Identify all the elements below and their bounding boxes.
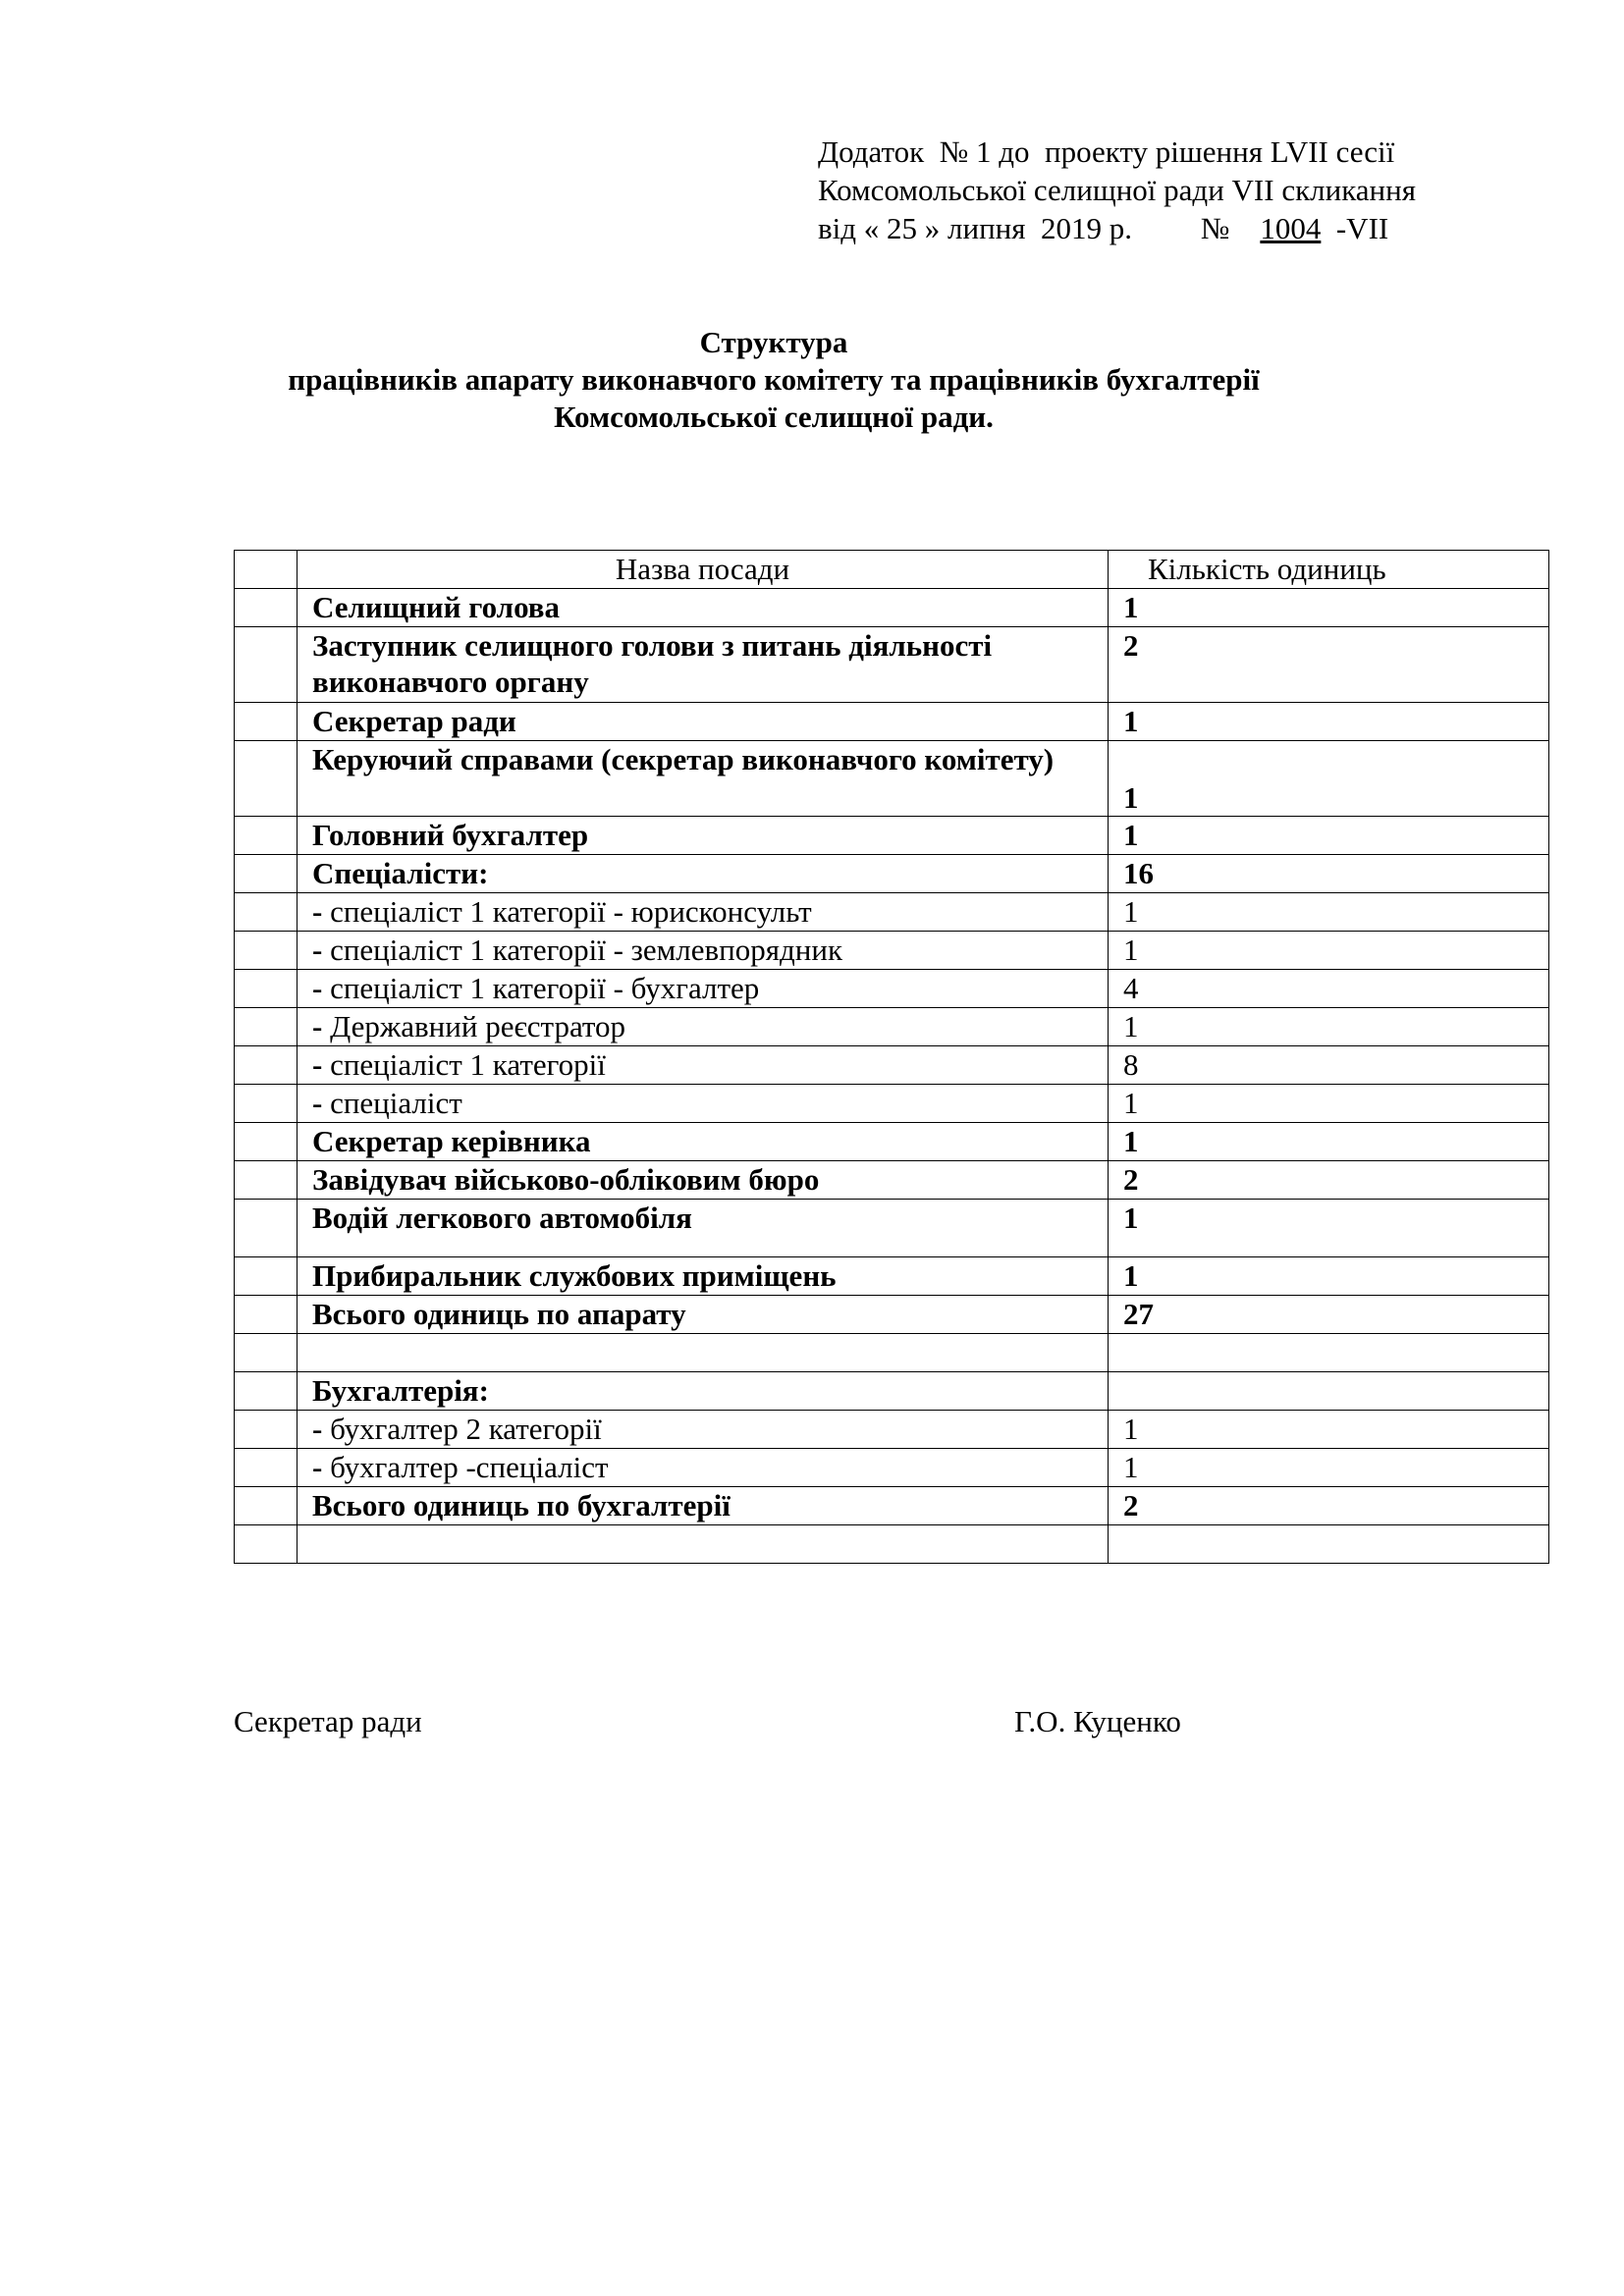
table-cell-num bbox=[235, 970, 298, 1008]
document-title bbox=[234, 324, 1314, 436]
position-quantity: 1 bbox=[1109, 1449, 1549, 1487]
position-quantity: 2 bbox=[1109, 1161, 1549, 1200]
table-cell-num bbox=[235, 1008, 298, 1046]
position-name: Бухгалтерія: bbox=[298, 1372, 1109, 1411]
table-cell-num bbox=[235, 1411, 298, 1449]
position-name: Водій легкового автомобіля bbox=[298, 1200, 1109, 1257]
table-cell-num bbox=[235, 1525, 298, 1564]
position-name bbox=[298, 970, 1109, 1008]
table-cell-num bbox=[235, 703, 298, 741]
decision-suffix: -VII bbox=[1321, 211, 1389, 245]
position-name bbox=[298, 1411, 1109, 1449]
position-label: бухгалтер -спеціаліст bbox=[322, 1450, 609, 1484]
table-row bbox=[235, 817, 1549, 855]
position-name bbox=[298, 1334, 1109, 1372]
header-position-name: Назва посади bbox=[298, 551, 1109, 589]
position-name bbox=[298, 893, 1109, 932]
position-quantity: 1 bbox=[1109, 1123, 1549, 1161]
table-row bbox=[235, 1046, 1549, 1085]
table-cell-num bbox=[235, 627, 298, 703]
position-name: Всього одиниць по апарату bbox=[298, 1296, 1109, 1334]
table-row bbox=[235, 855, 1549, 893]
table-cell-num bbox=[235, 932, 298, 970]
table-cell-num bbox=[235, 817, 298, 855]
table-row bbox=[235, 932, 1549, 970]
position-quantity: 4 bbox=[1109, 970, 1549, 1008]
table-row bbox=[235, 1372, 1549, 1411]
table-row bbox=[235, 1008, 1549, 1046]
table-cell-num bbox=[235, 1085, 298, 1123]
position-quantity: 8 bbox=[1109, 1046, 1549, 1085]
table-cell-num bbox=[235, 1200, 298, 1257]
position-name bbox=[298, 1046, 1109, 1085]
list-dash: - bbox=[312, 1047, 323, 1082]
list-dash: - bbox=[312, 894, 323, 929]
table-cell-num bbox=[235, 1334, 298, 1372]
position-quantity bbox=[1109, 1334, 1549, 1372]
appendix-line-1: Додаток № 1 до проекту рішення LVII сесії bbox=[818, 134, 1395, 169]
table-cell-num bbox=[235, 589, 298, 627]
table-row bbox=[235, 1123, 1549, 1161]
position-name: Керуючий справами (секретар виконавчого комітету) bbox=[298, 741, 1109, 817]
table-row bbox=[235, 893, 1549, 932]
position-quantity: 1 bbox=[1109, 703, 1549, 741]
position-quantity: 1 bbox=[1109, 1411, 1549, 1449]
decision-number: 1004 bbox=[1260, 211, 1322, 245]
position-quantity: 1 bbox=[1109, 589, 1549, 627]
list-dash: - bbox=[312, 1450, 323, 1484]
appendix-date: від « 25 » липня 2019 р. № bbox=[818, 211, 1261, 245]
position-label: спеціаліст 1 категорії - бухгалтер bbox=[322, 971, 760, 1005]
list-dash: - bbox=[312, 933, 323, 967]
position-quantity: 1 bbox=[1109, 1085, 1549, 1123]
table-row bbox=[235, 1257, 1549, 1296]
position-name: Заступник селищного голови з питань діяльності виконавчого органу bbox=[298, 627, 1109, 703]
table-row bbox=[235, 1161, 1549, 1200]
position-name: Прибиральник службових приміщень bbox=[298, 1257, 1109, 1296]
title-line-1: Структура bbox=[699, 325, 848, 359]
table-cell-num bbox=[235, 1296, 298, 1334]
table-row bbox=[235, 1296, 1549, 1334]
position-quantity: 1 bbox=[1109, 1008, 1549, 1046]
position-quantity: 1 bbox=[1109, 1200, 1549, 1257]
appendix-header bbox=[818, 133, 1564, 247]
table-cell-num bbox=[235, 551, 298, 589]
table-row bbox=[235, 1411, 1549, 1449]
appendix-line-3 bbox=[818, 209, 1564, 247]
table-row bbox=[235, 1449, 1549, 1487]
table-cell-num bbox=[235, 1123, 298, 1161]
position-name bbox=[298, 932, 1109, 970]
position-quantity bbox=[1109, 1372, 1549, 1411]
position-name bbox=[298, 1008, 1109, 1046]
position-quantity: 2 bbox=[1109, 627, 1549, 703]
position-name: Секретар керівника bbox=[298, 1123, 1109, 1161]
title-line-2: працівників апарату виконавчого комітету та працівників бухгалтерії bbox=[288, 362, 1260, 397]
table-row bbox=[235, 970, 1549, 1008]
position-name: Селищний голова bbox=[298, 589, 1109, 627]
table-cell-num bbox=[235, 741, 298, 817]
position-name: Спеціалісти: bbox=[298, 855, 1109, 893]
table-cell-num bbox=[235, 1487, 298, 1525]
list-dash: - bbox=[312, 1086, 323, 1120]
appendix-line-2: Комсомольської селищної ради VII скликання bbox=[818, 173, 1416, 207]
position-quantity: 27 bbox=[1109, 1296, 1549, 1334]
position-label: Державний реєстратор bbox=[322, 1009, 626, 1043]
table-row bbox=[235, 1487, 1549, 1525]
table-cell-num bbox=[235, 1257, 298, 1296]
position-label: спеціаліст bbox=[322, 1086, 462, 1120]
table-cell-num bbox=[235, 893, 298, 932]
list-dash: - bbox=[312, 1412, 323, 1446]
position-label: спеціаліст 1 категорії - юрисконсульт bbox=[322, 894, 812, 929]
position-name: Секретар ради bbox=[298, 703, 1109, 741]
position-quantity: 1 bbox=[1109, 893, 1549, 932]
position-quantity: 1 bbox=[1109, 932, 1549, 970]
table-row bbox=[235, 1085, 1549, 1123]
table-row bbox=[235, 589, 1549, 627]
position-name: Всього одиниць по бухгалтерії bbox=[298, 1487, 1109, 1525]
table-row bbox=[235, 627, 1549, 703]
position-quantity: 16 bbox=[1109, 855, 1549, 893]
list-dash: - bbox=[312, 1009, 323, 1043]
position-label: спеціаліст 1 категорії - землевпорядник bbox=[322, 933, 843, 967]
position-quantity: 1 bbox=[1109, 817, 1549, 855]
footer-signatory: Г.О. Куценко bbox=[1014, 1704, 1181, 1738]
table-row bbox=[235, 1200, 1549, 1257]
table-header-row bbox=[235, 551, 1549, 589]
position-name: Головний бухгалтер bbox=[298, 817, 1109, 855]
position-quantity: 1 bbox=[1109, 1257, 1549, 1296]
position-name bbox=[298, 1449, 1109, 1487]
table-row bbox=[235, 1525, 1549, 1564]
table-row bbox=[235, 741, 1549, 817]
position-label: бухгалтер 2 категорії bbox=[322, 1412, 602, 1446]
table-cell-num bbox=[235, 1046, 298, 1085]
staff-structure-table bbox=[234, 550, 1549, 1564]
header-quantity: Кількість одиниць bbox=[1109, 551, 1549, 589]
table-cell-num bbox=[235, 855, 298, 893]
table-row bbox=[235, 703, 1549, 741]
footer-position: Секретар ради bbox=[234, 1704, 422, 1738]
position-quantity: 1 bbox=[1109, 741, 1549, 817]
table-cell-num bbox=[235, 1372, 298, 1411]
table-row bbox=[235, 1334, 1549, 1372]
position-quantity bbox=[1109, 1525, 1549, 1564]
position-label: спеціаліст 1 категорії bbox=[322, 1047, 606, 1082]
position-quantity: 2 bbox=[1109, 1487, 1549, 1525]
position-name bbox=[298, 1085, 1109, 1123]
table-cell-num bbox=[235, 1449, 298, 1487]
position-name bbox=[298, 1525, 1109, 1564]
list-dash: - bbox=[312, 971, 323, 1005]
title-line-3: Комсомольської селищної ради. bbox=[554, 400, 994, 434]
table-cell-num bbox=[235, 1161, 298, 1200]
position-name: Завідувач військово-обліковим бюро bbox=[298, 1161, 1109, 1200]
